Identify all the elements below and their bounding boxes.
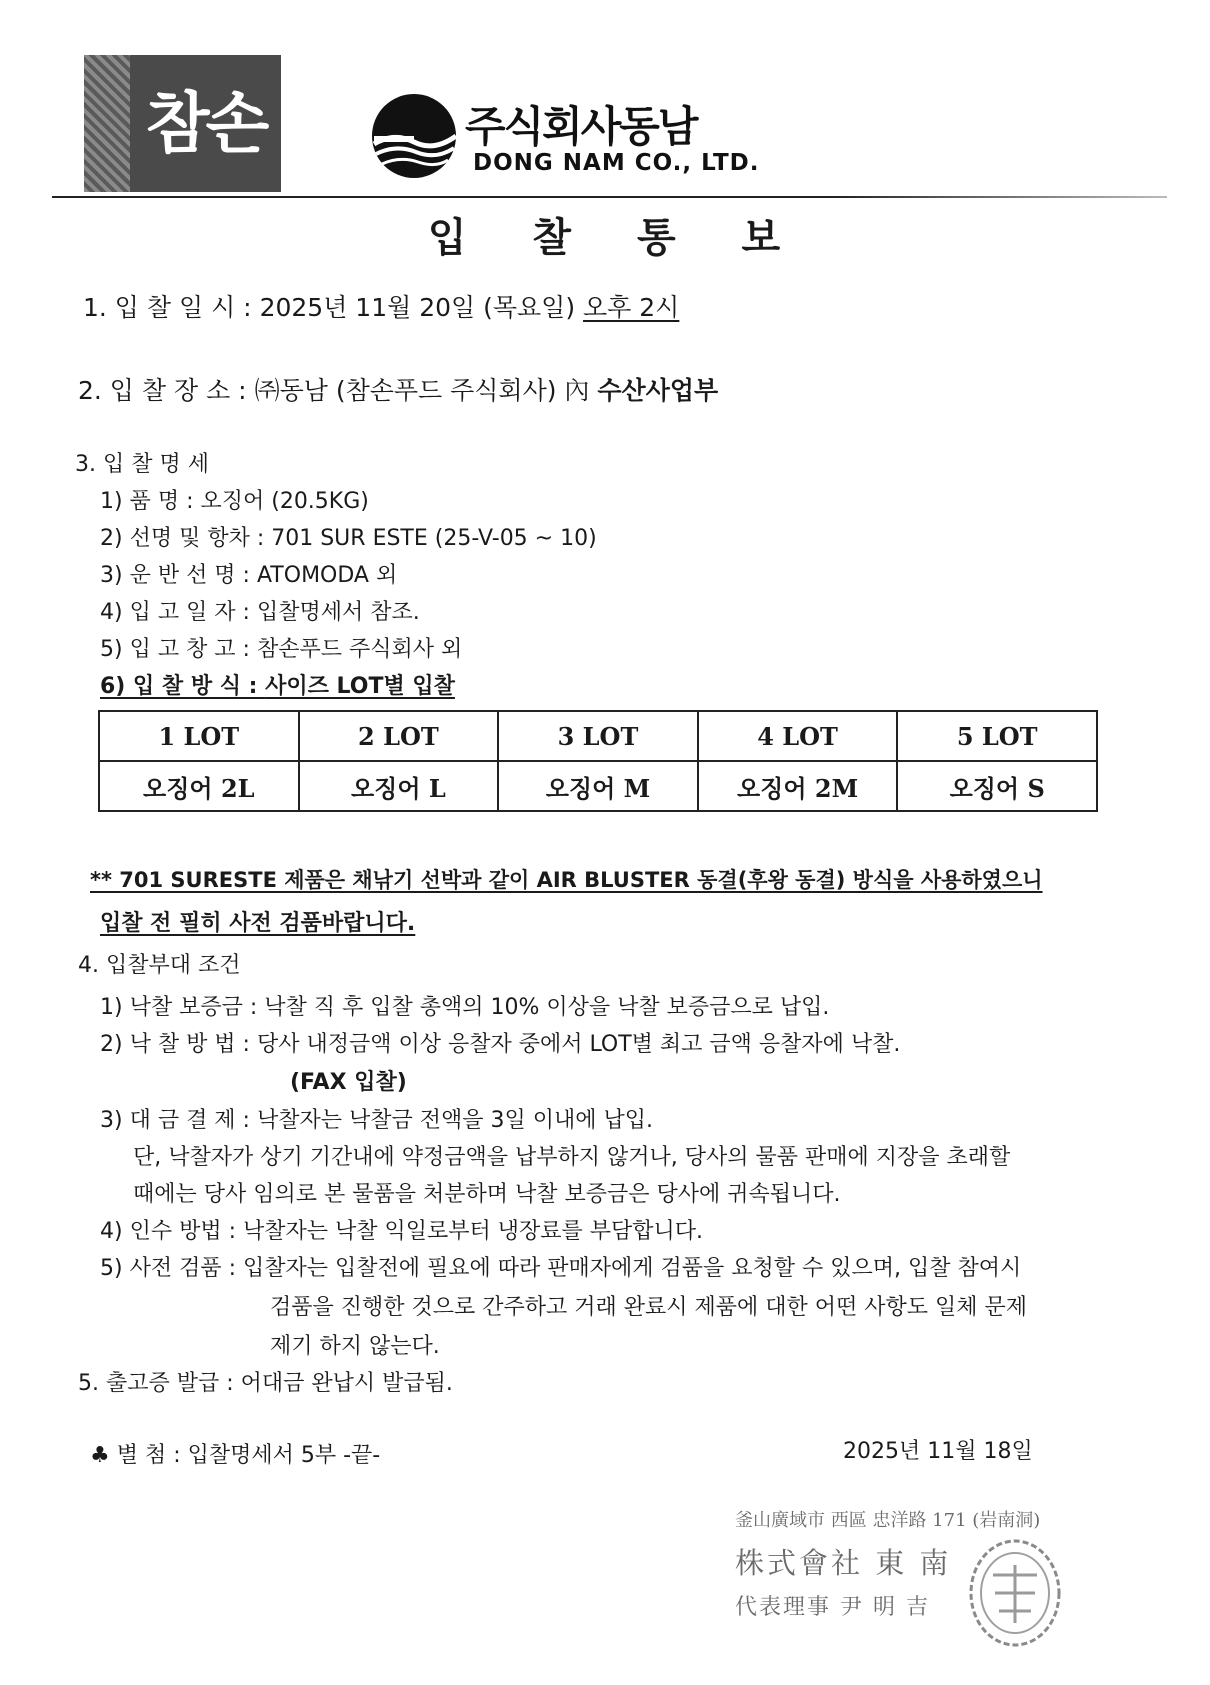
logo-pattern (84, 55, 130, 192)
detail-item-bid-method (100, 669, 455, 700)
bid-place: ㈜동남 (참손푸드 주식회사) 內 (254, 376, 590, 405)
detail-value: ATOMODA 외 (256, 563, 398, 588)
company-name-hanja: 株式會社 東 南 (735, 1546, 952, 1580)
notice-line-1: ** 701 SURESTE 제품은 채낚기 선박과 같이 AIR BLUSTER 동결(후왕 동결) 방식을 사용하였으니 (90, 868, 1043, 892)
lot-value-cell: 오징어 S (897, 761, 1097, 811)
release-certificate: 5. 출고증 발급 : 어대금 완납시 발급됨. (78, 1371, 453, 1396)
representative-name: 代表理事 尹 明 吉 (735, 1595, 930, 1620)
detail-value: 701 SUR ESTE (25-V-05 ~ 10) (271, 526, 597, 551)
bid-datetime-label: 1. 입 찰 일 시 : (83, 293, 252, 322)
detail-label: 1) 품 명 : (100, 489, 194, 514)
detail-item (100, 521, 597, 552)
condition-takeover: 4) 인수 방법 : 낙찰자는 낙찰 익일로부터 냉장료를 부담합니다. (100, 1219, 703, 1244)
bid-details-heading: 3. 입 찰 명 세 (75, 452, 209, 477)
detail-label: 4) 입 고 일 자 : (100, 600, 250, 625)
lot-value-cell: 오징어 L (299, 761, 499, 811)
lot-table-header-row (99, 711, 1097, 761)
company-name-english: DONG NAM CO., LTD. (473, 150, 760, 176)
header-divider (52, 196, 1167, 198)
company-address: 釜山廣域市 西區 忠洋路 171 (岩南洞) (735, 1510, 1041, 1531)
bid-date: 2025년 11월 20일 (목요일) (259, 293, 576, 322)
detail-item (100, 484, 369, 515)
lot-value-cell: 오징어 M (498, 761, 698, 811)
detail-value: 사이즈 LOT별 입찰 (265, 674, 455, 699)
condition-deposit: 1) 낙찰 보증금 : 낙찰 직 후 입찰 총액의 10% 이상을 낙찰 보증금으로 납입. (100, 995, 830, 1020)
logo-text: 참손 (145, 85, 266, 162)
detail-label: 3) 운 반 선 명 : (100, 563, 250, 588)
detail-label: 6) 입 찰 방 식 : (100, 674, 258, 699)
lot-value-cell: 오징어 2M (698, 761, 898, 811)
company-name-korean: 주식회사동남 (465, 102, 697, 151)
condition-payment-cont: 때에는 당사 임의로 본 물품을 처분하며 낙찰 보증금은 당사에 귀속됩니다. (133, 1182, 841, 1207)
lot-value-cell: 오징어 2L (99, 761, 299, 811)
detail-item (100, 595, 420, 626)
lot-header-cell: 3 LOT (498, 711, 698, 761)
condition-inspection-cont: 제기 하지 않는다. (270, 1334, 440, 1359)
bid-place-label: 2. 입 찰 장 소 : (78, 376, 247, 405)
bid-department: 수산사업부 (597, 376, 719, 405)
condition-payment: 3) 대 금 결 제 : 낙찰자는 낙찰금 전액을 3일 이내에 납입. (100, 1108, 653, 1133)
dongnam-emblem-icon (370, 92, 458, 180)
condition-inspection: 5) 사전 검품 : 입찰자는 입찰전에 필요에 따라 판매자에게 검품을 요청할 수 있으며, 입찰 참여시 (100, 1256, 1022, 1281)
detail-item (100, 558, 397, 589)
chamson-logo (84, 55, 281, 192)
lot-table-value-row (99, 761, 1097, 811)
detail-label: 2) 선명 및 항차 : (100, 526, 265, 551)
notice-line-2: 입찰 전 필히 사전 검품바랍니다. (100, 911, 416, 936)
lot-table (98, 710, 1098, 812)
lot-header-cell: 4 LOT (698, 711, 898, 761)
document-title: 입 찰 통 보 (427, 215, 783, 261)
bid-datetime-row (83, 288, 679, 324)
detail-item (100, 632, 462, 663)
bid-time: 오후 2시 (583, 293, 680, 322)
lot-header-cell: 5 LOT (897, 711, 1097, 761)
detail-value: 오징어 (20.5KG) (200, 489, 369, 514)
condition-award-note: (FAX 입찰) (290, 1070, 407, 1095)
bid-place-row (78, 371, 718, 407)
detail-value: 입찰명세서 참조. (256, 600, 420, 625)
detail-value: 참손푸드 주식회사 외 (256, 637, 463, 662)
conditions-heading: 4. 입찰부대 조건 (78, 953, 241, 978)
company-seal-icon (965, 1535, 1065, 1650)
lot-header-cell: 2 LOT (299, 711, 499, 761)
condition-award-method: 2) 낙 찰 방 법 : 당사 내정금액 이상 응찰자 중에서 LOT별 최고 금액 응찰자에 낙찰. (100, 1032, 901, 1057)
condition-inspection-cont: 검품을 진행한 것으로 간주하고 거래 완료시 제품에 대한 어떤 사항도 일체 문제 (270, 1295, 1027, 1320)
issue-date: 2025년 11월 18일 (843, 1439, 1033, 1464)
detail-label: 5) 입 고 창 고 : (100, 637, 250, 662)
lot-header-cell: 1 LOT (99, 711, 299, 761)
attachment-note: ♣ 별 첨 : 입찰명세서 5부 -끝- (90, 1443, 381, 1468)
condition-payment-cont: 단, 낙찰자가 상기 기간내에 약정금액을 납부하지 않거나, 당사의 물품 판매에 지장을 초래할 (133, 1145, 1011, 1170)
